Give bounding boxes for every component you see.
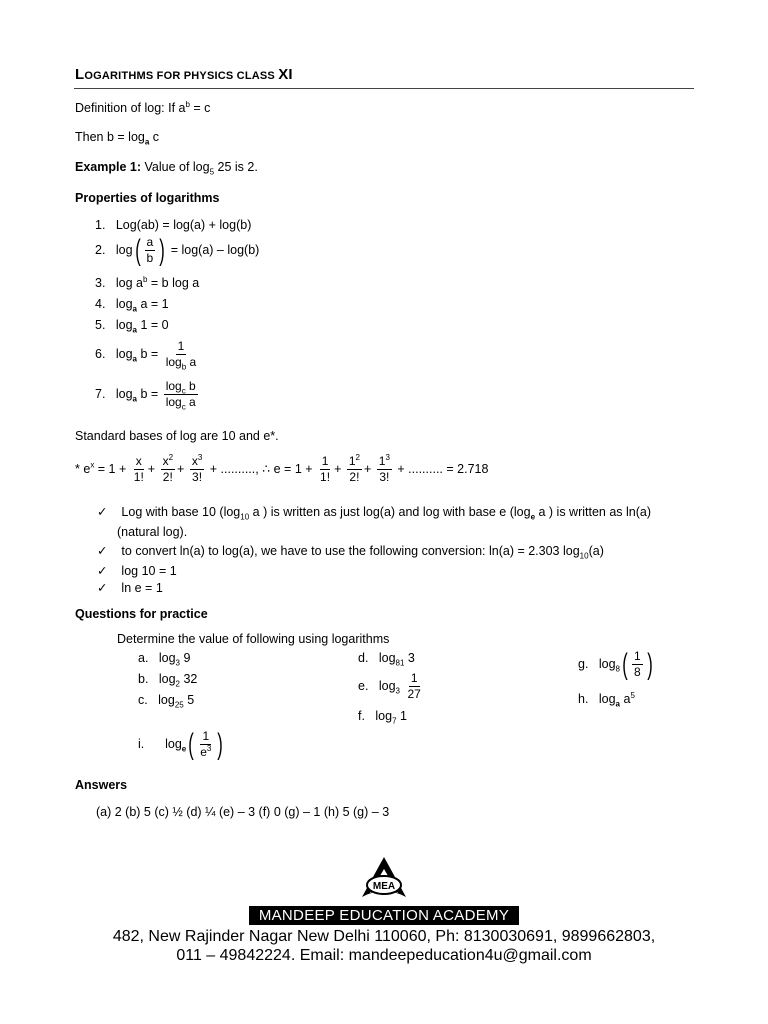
exponential-series: * $e^x = 1$ + $\frac{x}{1!}$ + $\frac{x^2}{2!}$ + $\frac{x^3}{3!}$ + .........., ∴ e = 1 + $\frac{1}{1!}$ + $\frac{1^2}{2!}$ + $\frac{1^3}{3!}$ + .......... = 2.718	[75, 453, 489, 484]
note-1: ✓ Log with base 10 ($\log_{10}$ a ) is written as just log(a) and log with base e ($\log_e$ a ) is written as ln(a)	[97, 505, 652, 522]
note-3: ✓ log 10 = 1	[97, 564, 177, 578]
check-icon: ✓	[97, 544, 108, 558]
check-icon: ✓	[97, 505, 108, 519]
academy-logo	[358, 855, 410, 908]
standard-bases: Standard bases of log are 10 and e*.	[75, 429, 279, 443]
answers-text: (a) 2 (b) 5 (c) ½ (d) ¼ (e) – 3 (f) 0 (g) – 1 (h) 5 (g) – 3	[96, 805, 390, 819]
property-5: 5. $\log_a 1 = 0$	[95, 318, 169, 335]
practice-intro: Determine the value of following using logarithms	[117, 632, 390, 646]
question-e: e. $\log_3$ $\frac{1}{27}$	[358, 671, 421, 701]
address-line-2: 011 – 49842224. Email: mandeepeducation4u@gmail.com	[176, 947, 592, 964]
property-2: 2. log ( $\frac{a}{b}$ ) = log(a) – log(b)	[95, 233, 260, 267]
properties-heading: Properties of logarithms	[75, 191, 220, 205]
title-underline	[74, 88, 694, 89]
page-title: LOGARITHMS FOR PHYSICS CLASS XI	[75, 66, 293, 83]
question-f: f. $\log_7 1$	[358, 709, 407, 726]
check-icon: ✓	[97, 564, 108, 578]
property-3: 3. $\log a^b = b$ log a	[95, 274, 200, 290]
academy-name-banner: MANDEEP EDUCATION ACADEMY	[249, 906, 519, 925]
answers-heading: Answers	[75, 778, 128, 792]
question-i: i. $\log_e$ ( $\frac{1}{e^3}$ )	[138, 727, 224, 761]
example-1: Example 1: Value of $\log_5 25$ is 2.	[75, 160, 258, 177]
note-1-continued: (natural log).	[117, 525, 188, 539]
definition-line-1: Definition of log: If $a^b = c$	[75, 99, 211, 115]
question-d: d. $\log_{81} 3$	[358, 651, 415, 668]
svg-text:MEA: MEA	[372, 881, 396, 892]
practice-heading: Questions for practice	[75, 607, 208, 621]
question-h: h. $\log_a a^5$	[578, 690, 635, 709]
question-a: a. $\log_3 9$	[138, 651, 191, 668]
note-2: ✓ to convert ln(a) to log(a), we have to use the following conversion: ln(a) = 2.303 $\log_{10}(a)$	[97, 544, 604, 561]
question-g: g. $\log_8$ ( $\frac{1}{8}$ )	[578, 647, 653, 681]
academy-logo-icon	[358, 855, 410, 905]
definition-line-2: Then $b = \log_a c$	[75, 130, 160, 147]
check-icon: ✓	[97, 581, 108, 595]
property-1: 1. Log(ab) = log(a) + log(b)	[95, 218, 252, 232]
question-c: c. $\log_{25} 5$	[138, 693, 195, 710]
note-4: ✓ ln e = 1	[97, 581, 163, 595]
property-7: 7. $\log_a b$ = $\frac{\log_c b}{\log_c a}$	[95, 379, 196, 412]
address-line-1: 482, New Rajinder Nagar New Delhi 110060, Ph: 8130030691, 9899662803,	[112, 928, 656, 945]
question-b: b. $\log_2 32$	[138, 672, 198, 689]
property-6: 6. $\log_a b$ = $\frac{1}{\log_b a}$	[95, 339, 197, 372]
property-4: 4. $\log_a a = 1$	[95, 297, 169, 314]
